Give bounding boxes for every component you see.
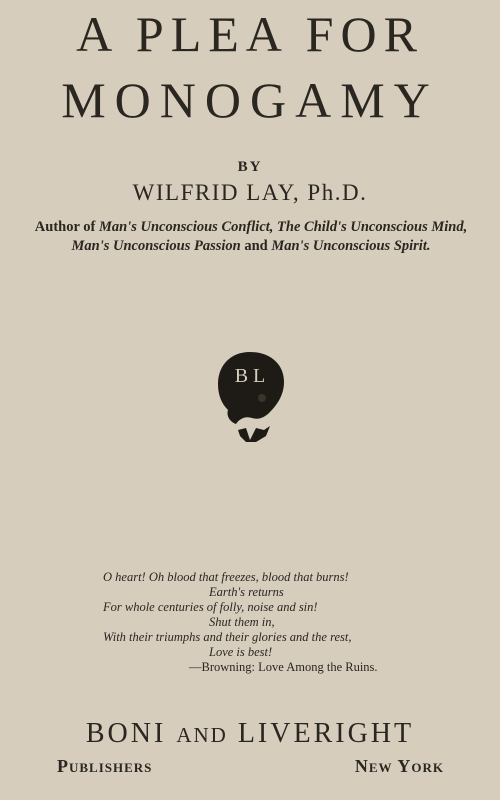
epigraph-line-2: Earth's returns [209,585,284,599]
publisher-name [0,718,500,750]
publisher-device-icon [212,348,288,448]
epigraph-line-5: With their triumphs and their glories and the rest, [103,630,352,644]
author-name: WILFRID LAY, Ph.D. [132,180,368,205]
book-title-line-2: MONOGAMY [61,72,439,128]
logo-monogram: B L [234,365,266,387]
credit-work-2: The Child's Unconscious Mind, [277,219,468,235]
epigraph-line-1: O heart! Oh blood that freezes, blood that burns! [103,570,349,584]
by-label: BY [237,159,263,175]
credit-work-3: Man's Unconscious Passion [71,238,241,254]
credits-prefix: Author of [34,219,99,235]
credits-conjunction: and [240,238,272,254]
publisher-city: New York [354,756,444,776]
epigraph [103,570,423,675]
epigraph-line-6: Love is best! [209,645,273,659]
publisher-name-part-2: LIVERIGHT [227,718,415,749]
publisher-device-graphic [212,348,288,448]
epigraph-line-3: For whole centuries of folly, noise and sin! [103,600,318,614]
epigraph-attribution: —Browning: Love Among the Ruins. [189,660,378,674]
publisher-name-conjunction: AND [176,723,228,747]
author-credits [22,218,480,256]
epigraph-line-4: Shut them in, [209,615,275,629]
credit-work-4: Man's Unconscious Spirit. [271,238,431,254]
book-title-line-1: A PLEA FOR [76,6,424,62]
publishers-label: Publishers [57,756,153,776]
credit-work-1: Man's Unconscious Conflict, [98,219,274,235]
publisher-name-part-1: BONI [85,718,177,749]
